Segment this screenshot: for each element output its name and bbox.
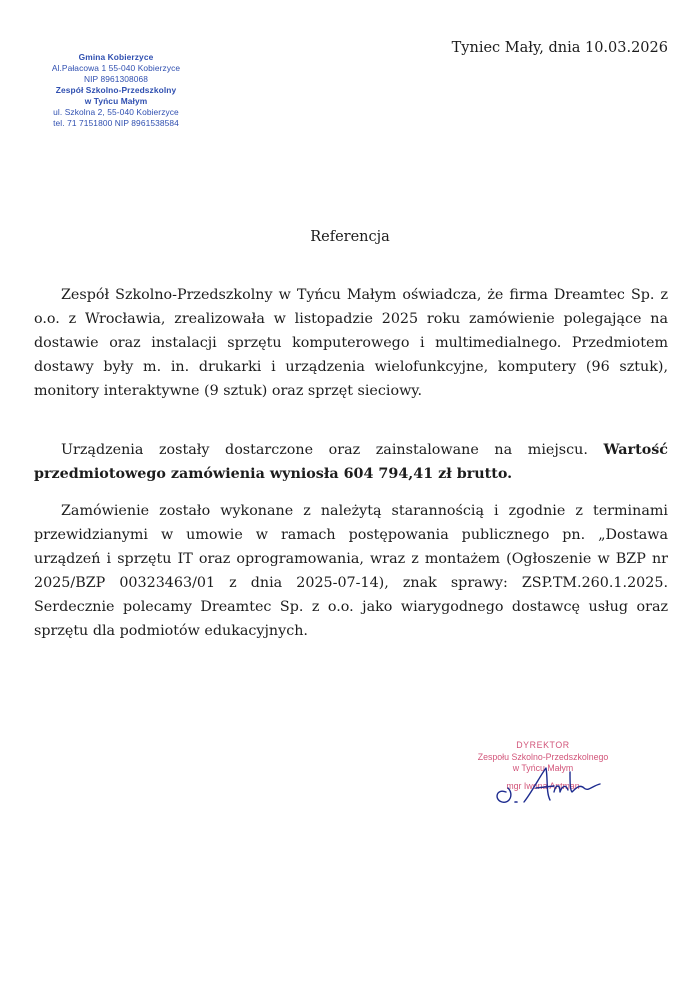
stamp-line-contact: tel. 71 7151800 NIP 8961538584 [53,118,179,128]
paragraph-2 [34,438,668,486]
paragraph-3: Zamówienie zostało wykonane z należytą starannością i zgodnie z terminami przewidzianymi w umowie w ramach postępowania publicznego pn. „Dostawa urządzeń i sprzętu IT oraz oprogramowania, wraz z montażem (Ogłoszenie w BZP nr 2025/BZP 00323463/01 z dnia 2025-07-14), znak sprawy: ZSP.TM.260.1.2025. Serdecznie polecamy Dreamtec Sp. z o.o. jako wiarygodnego dostawcę usług oraz sprzętu dla podmiotów edukacyjnych. [34,503,668,639]
director-role: DYREKTOR [516,740,570,750]
signature-stroke-initial [497,788,511,802]
director-stamp-line-school: Zespołu Szkolno-Przedszkolnego [477,751,609,762]
document-title: Referencja [310,229,390,245]
stamp-line-school: Zespół Szkolno-Przedszkolny [55,85,177,95]
stamp-line-address-school: ul. Szkolna 2, 55-040 Kobierzyce [53,107,179,117]
stamp-line-school-place: w Tyńcu Małym [84,96,148,106]
paragraph-3-block [34,499,668,643]
place-and-date: Tyniec Mały, dnia 10.03.2026 [451,40,668,56]
paragraph-1: Zespół Szkolno-Przedszkolny w Tyńcu Małym oświadcza, że firma Dreamtec Sp. z o.o. z Wrocławia, zrealizowała w listopadzie 2025 roku zamówienie polegające na dostawie oraz instalacji sprzętu komputerowego i multimedialnego. Przedmiotem dostawy były m. in. drukarki i urządzenia wielofunkcyjne, komputery (96 sztuk), monitory interaktywne (9 sztuk) oraz sprzęt sieciowy. [34,287,668,399]
paragraph-2-text: Urządzenia zostały dostarczone oraz zainstalowane na miejscu. [61,442,604,458]
school-stamp [36,52,196,129]
paragraph-2-block [34,438,668,486]
handwritten-signature [488,762,608,808]
director-name: mgr Iwona Antman [506,780,580,791]
paragraph-1-block [34,283,668,403]
director-stamp-line-place: w Tyńcu Małym [512,763,574,773]
order-value-statement: Wartość przedmiotowego zamówienia wyniosła 604 794,41 zł brutto. [34,442,668,482]
stamp-line-gmina: Gmina Kobierzyce [78,52,154,62]
stamp-line-nip-gmina: NIP 8961308068 [83,74,149,84]
signature-stroke-main [524,768,600,802]
stamp-line-address-gmina: Al.Pałacowa 1 55-040 Kobierzyce [51,63,181,73]
